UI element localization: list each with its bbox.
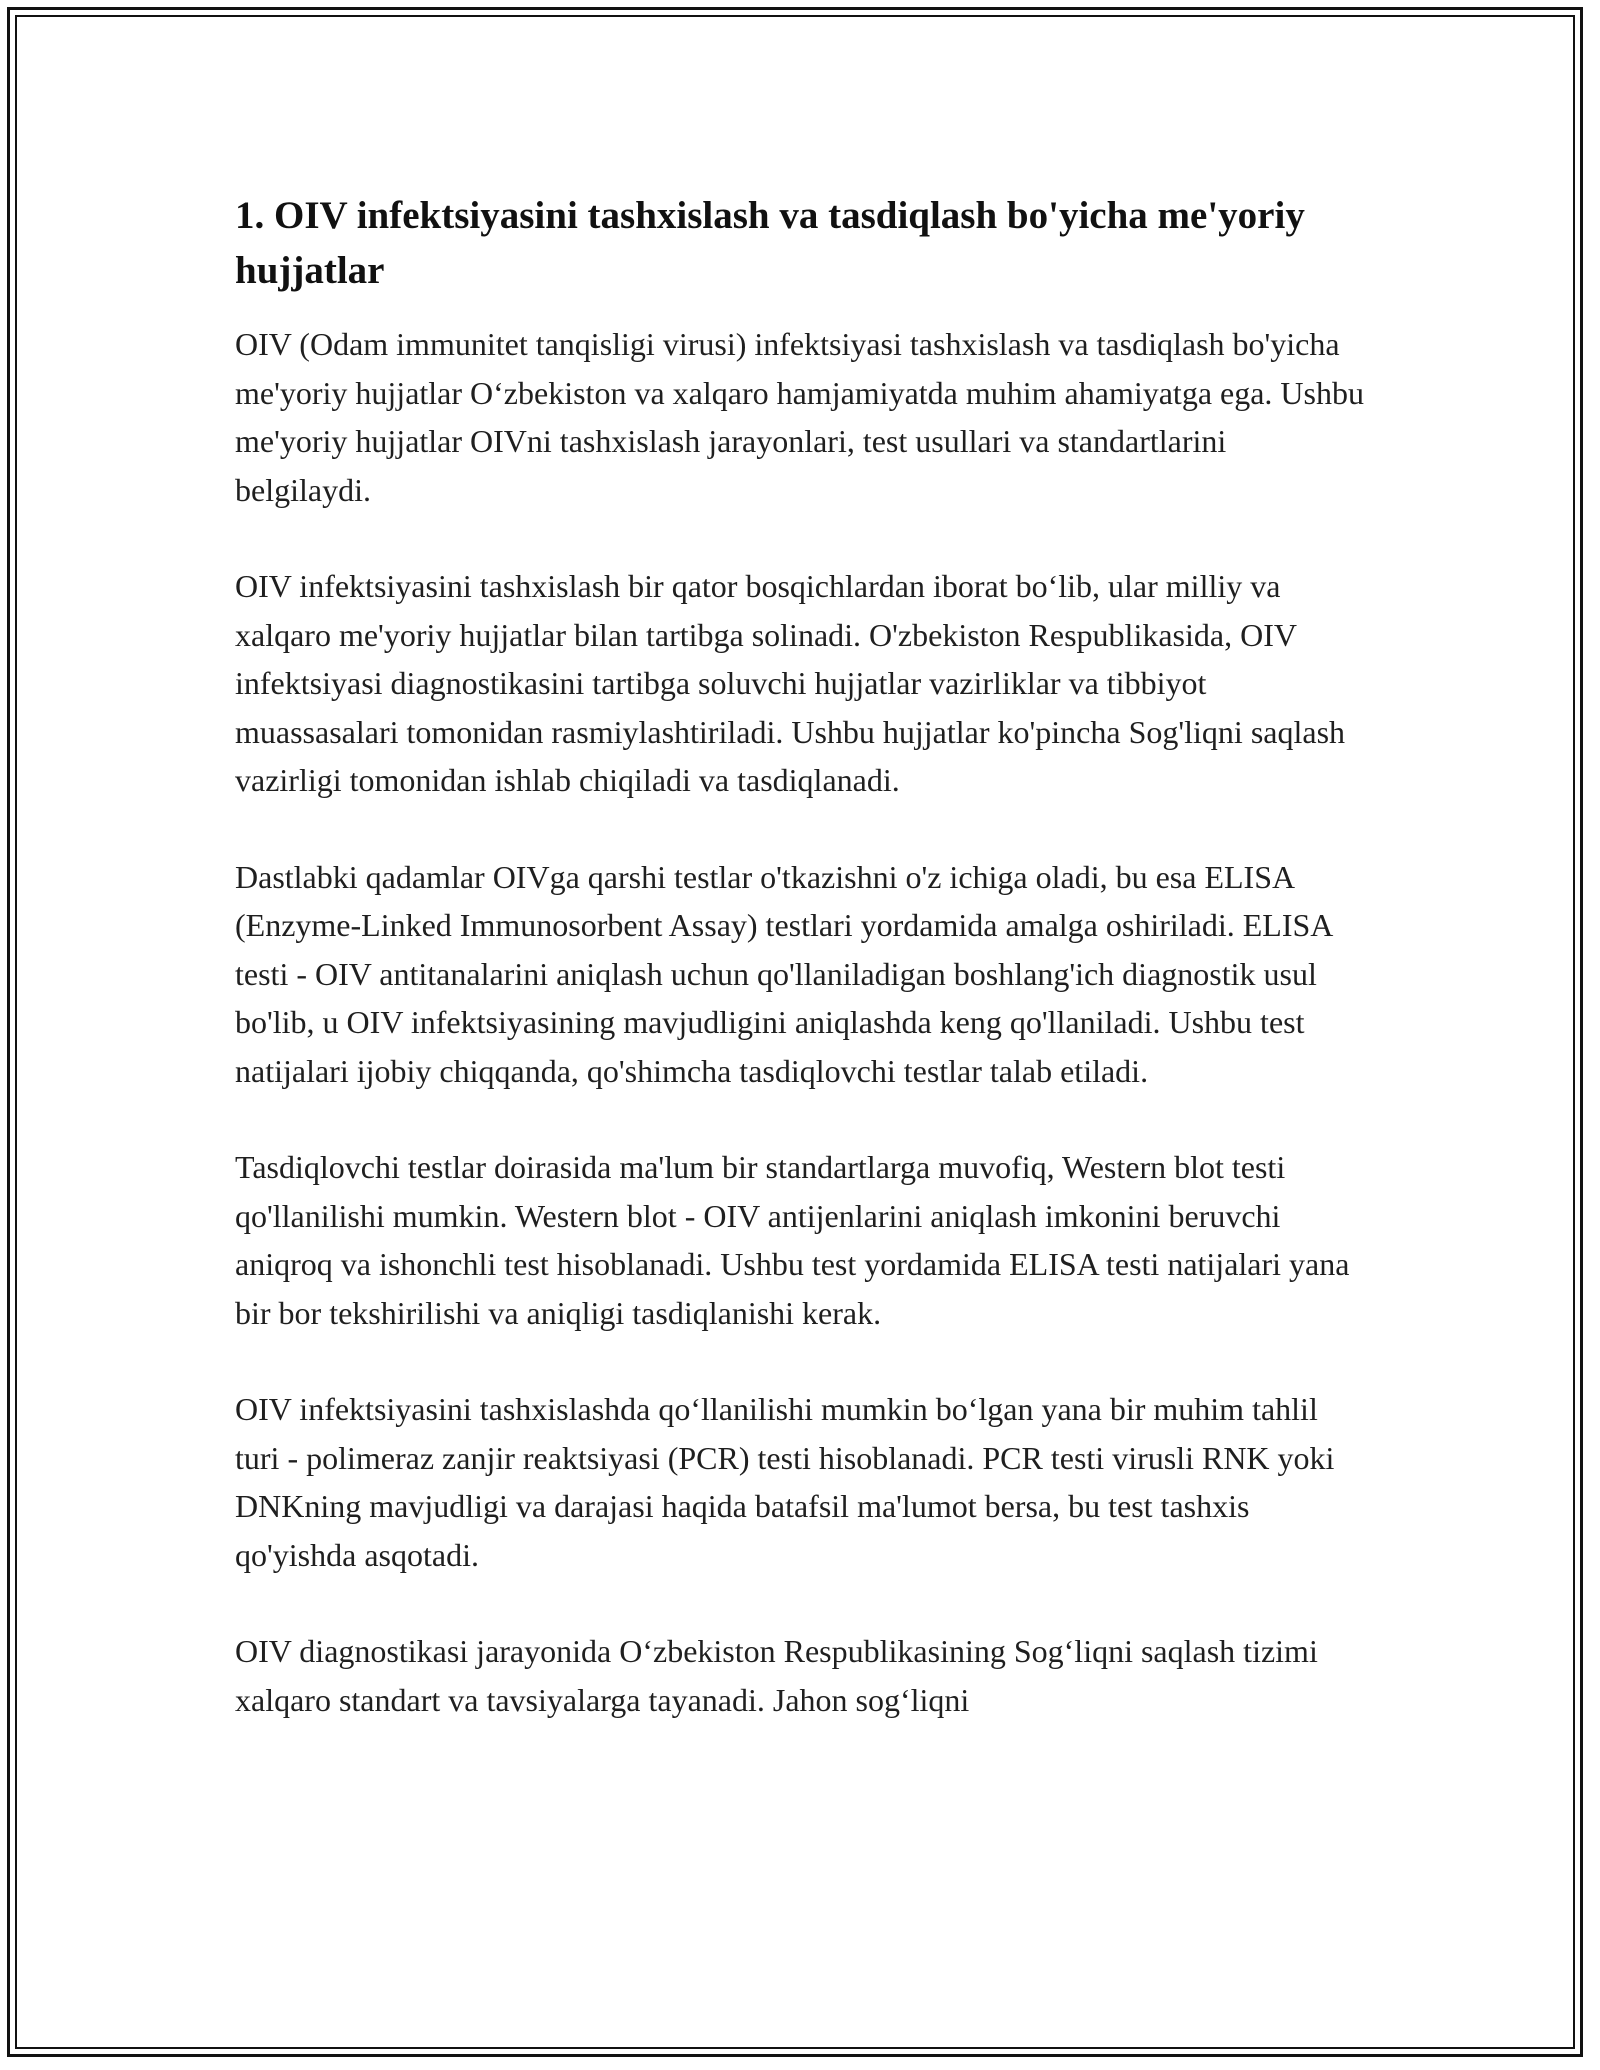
paragraph-3: Dastlabki qadamlar OIVga qarshi testlar o'tkazishni o'z ichiga oladi, bu esa ELISA (Enzyme-Linked Immunosorbent Assay) testlari yordamida amalga oshiriladi. ELISA testi - OIV antitanalarini aniqlash uchun qo'llaniladigan boshlang'ich diagnostik usul bo'lib, u OIV infektsiyasining mavjudligini aniqlashda keng qo'llaniladi. Ushbu test natijalari ijobiy chiqqanda, qo'shimcha tasdiqlovchi testlar talab etiladi. bbox=[235, 858, 1332, 1089]
paragraph-1: OIV (Odam immunitet tanqisligi virusi) infektsiyasi tashxislash va tasdiqlash bo'yicha me'yoriy hujjatlar O‘zbekiston va xalqaro hamjamiyatda muhim ahamiyatga ega. Ushbu me'yoriy hujjatlar OIVni tashxislash jarayonlari, test usullari va standartlarini belgilaydi. bbox=[235, 326, 1364, 508]
paragraph-5: OIV infektsiyasini tashxislashda qo‘llanilishi mumkin bo‘lgan yana bir muhim tahlil turi - polimeraz zanjir reaktsiyasi (PCR) testi hisoblanadi. PCR testi virusli RNK yoki DNKning mavjudligi va darajasi haqida batafsil ma'lumot bersa, bu test tashxis qo'yishda asqotadi. bbox=[235, 1391, 1335, 1573]
section-heading: 1. OIV infektsiyasini tashxislash va tasdiqlash bo'yicha me'yoriy hujjatlar bbox=[235, 194, 1305, 292]
paragraph-2: OIV infektsiyasini tashxislash bir qator bosqichlardan iborat bo‘lib, ular milliy va xalqaro me'yoriy hujjatlar bilan tartibga solinadi. O'zbekiston Respublikasida, OIV infektsiyasi diagnostikasini tartibga soluvchi hujjatlar vazirliklar va tibbiyot muassasalari tomonidan rasmiylashtiriladi. Ushbu hujjatlar ko'pincha Sog'liqni saqlash vazirligi tomonidan ishlab chiqiladi va tasdiqlanadi. bbox=[235, 568, 1346, 798]
paragraph-4: Tasdiqlovchi testlar doirasida ma'lum bir standartlarga muvofiq, Western blot testi qo'llanilishi mumkin. Western blot - OIV antijenlarini aniqlash imkonini beruvchi aniqroq va ishonchli test hisoblanadi. Ushbu test yordamida ELISA testi natijalari yana bir bor tekshirilishi va aniqligi tasdiqlanishi kerak. bbox=[235, 1149, 1350, 1331]
document-body bbox=[235, 188, 1365, 1772]
paragraph-6: OIV diagnostikasi jarayonida O‘zbekiston Respublikasining Sog‘liqni saqlash tizimi xalqaro standart va tavsiyalarga tayanadi. Jahon sog‘liqni bbox=[235, 1633, 1318, 1718]
